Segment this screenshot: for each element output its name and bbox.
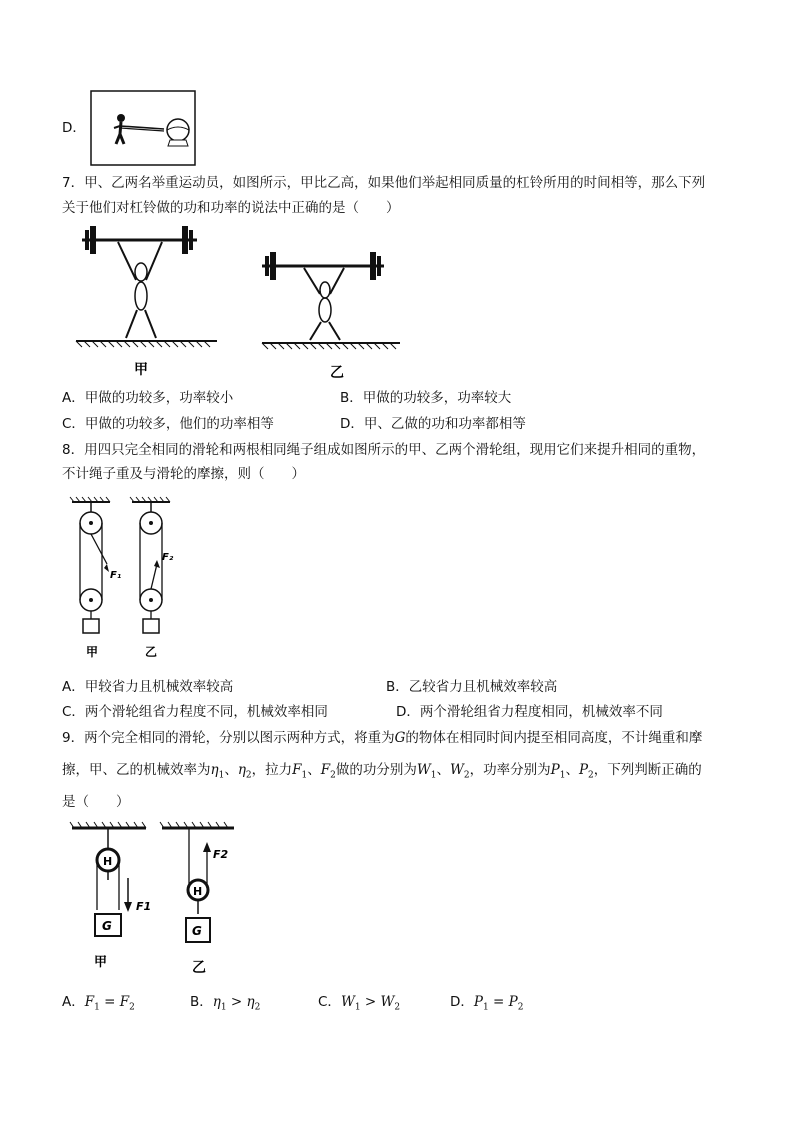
- q9-option-a: A．$F_1 = F_2$: [62, 994, 135, 1013]
- q7-option-a: A．甲做的功较多，功率较小: [62, 390, 234, 406]
- q9-stem-line1: 9．两个完全相同的滑轮，分别以图示两种方式，将重为G的物体在相同时间内提至相同高度，不计绳重和摩: [62, 730, 703, 746]
- q8-figure: [62, 494, 192, 664]
- q7-fig-label-a: 甲: [134, 362, 148, 378]
- q9-option-c: C．$W_1 > W_2$: [318, 994, 401, 1013]
- q8-option-a: A．甲较省力且机械效率较高: [62, 679, 234, 695]
- q8-option-c: C．两个滑轮组省力程度不同，机械效率相同: [62, 704, 328, 720]
- q7-figure: [72, 222, 412, 382]
- q8-stem-line1: 8．用四只完全相同的滑轮和两根相同绳子组成如图所示的甲、乙两个滑轮组，现用它们来提升相同的重物，: [62, 442, 706, 458]
- pulley-system-a: [70, 497, 110, 633]
- q9-fig-label-b: 乙: [192, 960, 206, 976]
- q9-stem-line3: 是（ ）: [62, 794, 130, 810]
- weightlifter-b: [262, 252, 400, 349]
- q9-option-b: B．$\eta_1 > \eta_2$: [190, 994, 261, 1013]
- q8-fig-label-a: 甲: [86, 645, 99, 659]
- q8-force-2: F₂: [162, 552, 174, 563]
- q9-force-2: F2: [213, 848, 229, 861]
- q7-fig-label-b: 乙: [330, 365, 344, 381]
- q7-option-d: D．甲、乙做的功和功率都相等: [340, 416, 526, 432]
- q8-option-d: D．两个滑轮组省力程度相同，机械效率不同: [396, 704, 663, 720]
- svg-text:H: H: [193, 885, 203, 898]
- pulley-system-b: [130, 497, 170, 633]
- q7-option-b: B．甲做的功较多，功率较大: [340, 390, 512, 406]
- q8-option-b: B．乙较省力且机械效率较高: [386, 679, 558, 695]
- pulling-person-sphere-image: [90, 90, 196, 166]
- q8-fig-label-b: 乙: [145, 645, 158, 659]
- q9-weight-a: G: [102, 919, 112, 933]
- q6-option-d-label: D．: [62, 120, 86, 136]
- q8-force-1: F₁: [110, 570, 122, 581]
- q6-option-d-figure: [90, 90, 196, 166]
- weightlifter-a: [76, 226, 217, 347]
- q9-weight-b: G: [192, 924, 202, 938]
- q7-stem-line2: 关于他们对杠铃做的功和功率的说法中正确的是（ ）: [62, 200, 400, 216]
- q9-stem-line2: 擦，甲、乙的机械效率为$\eta_1$、$\eta_2$，拉力$F_1$、$F_2$做的功分别为$W_1$、$W_2$，功率分别为$P_1$、$P_2$，下列判断正确的: [62, 762, 702, 781]
- pulley-a: [70, 822, 146, 936]
- q9-fig-label-a: 甲: [94, 955, 108, 970]
- q7-option-c: C．甲做的功较多，他们的功率相等: [62, 416, 274, 432]
- svg-text:H: H: [103, 855, 113, 868]
- pulley-b: [160, 822, 234, 942]
- q9-force-1: F1: [136, 900, 152, 913]
- q9-figure: [62, 818, 262, 978]
- q9-option-d: D．$P_1 = P_2$: [450, 994, 524, 1013]
- q7-stem-line1: 7．甲、乙两名举重运动员，如图所示，甲比乙高，如果他们举起相同质量的杠铃所用的时间相等，那么下列: [62, 175, 706, 191]
- q8-stem-line2: 不计绳子重及与滑轮的摩擦，则（ ）: [62, 466, 305, 482]
